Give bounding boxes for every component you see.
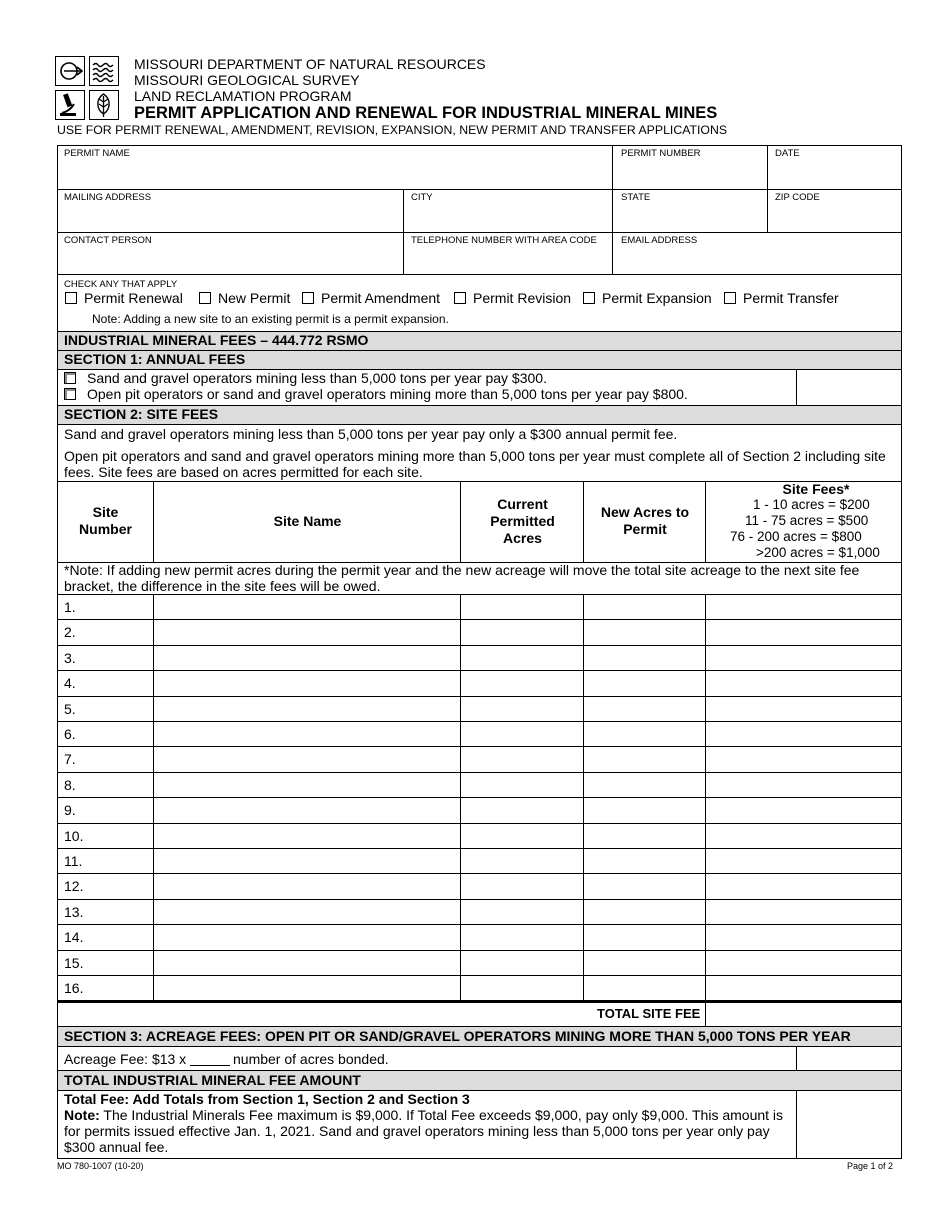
grid-hline [57, 848, 902, 849]
current-acres-input[interactable] [461, 977, 583, 998]
total-site-fee-label: TOTAL SITE FEE [597, 1006, 701, 1021]
new-acres-input[interactable] [584, 672, 705, 693]
acreage-fee-amount-field[interactable] [797, 1047, 901, 1070]
site-row-number: 10. [64, 827, 84, 844]
grid-hline [57, 145, 902, 146]
email-field[interactable] [613, 248, 901, 273]
grid-hline [57, 1158, 902, 1159]
date-label: DATE [775, 148, 800, 159]
site-name-input[interactable] [154, 825, 460, 846]
new-acres-input[interactable] [584, 774, 705, 795]
new-acres-header [585, 504, 705, 538]
grid-hline [57, 746, 902, 747]
form-subtitle: USE FOR PERMIT RENEWAL, AMENDMENT, REVISION, EXPANSION, NEW PERMIT AND TRANSFER APPLICATIONS [57, 123, 728, 137]
site-row-number: 12. [64, 878, 84, 895]
current-acres-input[interactable] [461, 698, 583, 719]
current-acres-header-line2: Permitted [490, 513, 555, 529]
form-title: PERMIT APPLICATION AND RENEWAL FOR INDUSTRIAL MINERAL MINES [134, 104, 718, 122]
microscope-icon [55, 90, 85, 120]
site-fee-input[interactable] [706, 875, 901, 896]
permit-number-label: PERMIT NUMBER [621, 148, 701, 159]
grid-vline [901, 145, 902, 1159]
state-field[interactable] [613, 205, 766, 232]
site-name-input[interactable] [154, 748, 460, 769]
site-row-number: 16. [64, 980, 84, 996]
acreage-fee-suffix: number of acres bonded. [233, 1051, 389, 1067]
grid-vline [57, 145, 58, 1159]
new-acres-input[interactable] [584, 926, 705, 947]
state-label: STATE [621, 192, 651, 203]
grid-hline [57, 619, 902, 620]
site-fee-input[interactable] [706, 621, 901, 642]
checkbox-permit-expansion[interactable] [583, 292, 595, 304]
site-fee-input[interactable] [706, 825, 901, 846]
new-acres-input[interactable] [584, 621, 705, 642]
option-label-permit-revision: Permit Revision [473, 290, 572, 306]
new-acres-input[interactable] [584, 977, 705, 998]
new-acres-input[interactable] [584, 799, 705, 820]
telephone-label: TELEPHONE NUMBER WITH AREA CODE [411, 235, 597, 246]
annual-fee-300-checkbox[interactable] [64, 372, 76, 384]
current-acres-input[interactable] [461, 748, 583, 769]
grid-hline [57, 797, 902, 798]
site-name-input[interactable] [154, 977, 460, 998]
fee-bracket-4: >200 acres = $1,000 [756, 545, 880, 560]
site-name-input[interactable] [154, 596, 460, 617]
new-acres-input[interactable] [584, 825, 705, 846]
site-row-number: 2. [64, 624, 76, 641]
site-number-header [58, 504, 153, 538]
site-name-input[interactable] [154, 723, 460, 744]
water-waves-icon [89, 56, 119, 86]
new-acres-input[interactable] [584, 647, 705, 668]
total-fee-amount-field[interactable] [797, 1091, 901, 1158]
grid-hline [57, 670, 902, 671]
grid-hline [57, 189, 902, 190]
option-label-new-permit: New Permit [218, 290, 291, 306]
grid-hline [57, 1046, 902, 1047]
survey-name: MISSOURI GEOLOGICAL SURVEY [134, 72, 360, 88]
site-row-number: 4. [64, 675, 76, 692]
new-acres-input[interactable] [584, 748, 705, 769]
site-name-input[interactable] [154, 774, 460, 795]
email-label: EMAIL ADDRESS [621, 235, 698, 246]
site-fee-input[interactable] [706, 596, 901, 617]
site-fee-input[interactable] [706, 748, 901, 769]
current-acres-input[interactable] [461, 825, 583, 846]
option-label-permit-renewal: Permit Renewal [84, 290, 183, 306]
city-field[interactable] [404, 205, 611, 232]
current-acres-input[interactable] [461, 926, 583, 947]
site-fee-input[interactable] [706, 647, 901, 668]
permit-name-label: PERMIT NAME [64, 148, 130, 159]
program-name: LAND RECLAMATION PROGRAM [134, 88, 352, 104]
current-acres-input[interactable] [461, 799, 583, 820]
site-fee-input[interactable] [706, 850, 901, 871]
total-fee-note-text: The Industrial Minerals Fee maximum is $9,000. If Total Fee exceeds $9,000, pay only $9,000. This amount is [103, 1107, 784, 1123]
date-field[interactable] [768, 162, 901, 188]
annual-fee-800-checkbox[interactable] [64, 388, 76, 400]
grid-hline [57, 975, 902, 976]
current-acres-input[interactable] [461, 621, 583, 642]
site-row-number: 1. [64, 599, 76, 615]
site-row-number: 8. [64, 776, 76, 793]
site-name-input[interactable] [154, 952, 460, 973]
grid-hline [57, 274, 902, 275]
check-apply-label: CHECK ANY THAT APPLY [64, 279, 178, 290]
new-acres-input[interactable] [584, 850, 705, 871]
contact-person-field[interactable] [58, 248, 402, 273]
site-fee-input[interactable] [706, 952, 901, 973]
site-number-header-line2: Number [79, 521, 132, 537]
total-fee-heading: TOTAL INDUSTRIAL MINERAL FEE AMOUNT [64, 1072, 361, 1088]
section2-text2b: fees. Site fees are based on acres permitted for each site. [64, 464, 423, 480]
total-fee-note-line3: for permits issued effective Jan. 1, 2021. Sand and gravel operators mining less than 5,000 tons per year only pay [64, 1123, 770, 1139]
current-acres-input[interactable] [461, 875, 583, 896]
fees-heading: INDUSTRIAL MINERAL FEES – 444.772 RSMO [64, 332, 369, 348]
current-acres-input[interactable] [461, 672, 583, 693]
site-fee-input[interactable] [706, 977, 901, 998]
site-fee-input[interactable] [706, 901, 901, 922]
checkbox-permit-transfer[interactable] [724, 292, 736, 304]
site-fee-note-a: *Note: If adding new permit acres during the permit year and the new acreage will move the total site acreage to the next site fee [64, 562, 860, 578]
checkbox-permit-revision[interactable] [454, 292, 466, 304]
current-acres-input[interactable] [461, 723, 583, 744]
site-fee-input[interactable] [706, 723, 901, 744]
new-acres-input[interactable] [584, 723, 705, 744]
agency-name: MISSOURI DEPARTMENT OF NATURAL RESOURCES [134, 56, 486, 72]
page-number: Page 1 of 2 [847, 1161, 894, 1171]
new-acres-input[interactable] [584, 698, 705, 719]
site-fee-note-b: bracket, the difference in the site fees will be owed. [64, 578, 381, 594]
site-fee-input[interactable] [706, 926, 901, 947]
checkbox-new-permit[interactable] [199, 292, 211, 304]
site-fee-input[interactable] [706, 698, 901, 719]
fee-bracket-3: 76 - 200 acres = $800 [730, 529, 862, 544]
new-acres-input[interactable] [584, 901, 705, 922]
checkbox-permit-amendment[interactable] [302, 292, 314, 304]
site-row-number: 9. [64, 802, 76, 819]
site-row-number: 15. [64, 954, 84, 971]
current-acres-input[interactable] [461, 647, 583, 668]
current-acres-header-line1: Current [497, 496, 548, 512]
grid-hline [57, 232, 902, 233]
option-label-permit-amendment: Permit Amendment [321, 290, 441, 306]
site-row-number: 13. [64, 903, 84, 920]
grid-hline [57, 424, 902, 425]
annual-fee-300-label: Sand and gravel operators mining less than 5,000 tons per year pay $300. [87, 370, 547, 386]
grid-hline [57, 721, 902, 722]
current-acres-input[interactable] [461, 850, 583, 871]
expansion-note: Note: Adding a new site to an existing permit is a permit expansion. [92, 312, 449, 326]
leaf-icon [89, 90, 119, 120]
site-number-header-line1: Site [92, 504, 119, 520]
mailing-address-field[interactable] [58, 205, 402, 232]
current-acres-input[interactable] [461, 901, 583, 922]
site-name-header: Site Name [273, 513, 342, 529]
total-site-fee-field[interactable] [706, 1003, 901, 1025]
site-name-input[interactable] [154, 901, 460, 922]
new-acres-header-line1: New Acres to [600, 504, 690, 520]
arrow-circle-icon [55, 56, 85, 86]
total-fee-note-label: Note: [64, 1107, 100, 1123]
site-fee-input[interactable] [706, 774, 901, 795]
site-fee-input[interactable] [706, 799, 901, 820]
current-acres-header [462, 496, 583, 547]
checkbox-permit-renewal[interactable] [65, 292, 77, 304]
acreage-fee-prefix: Acreage Fee: $13 x [64, 1051, 187, 1067]
site-name-input[interactable] [154, 621, 460, 642]
site-row-number: 14. [64, 929, 84, 946]
site-name-input[interactable] [154, 799, 460, 820]
form-number: MO 780-1007 (10-20) [57, 1161, 144, 1171]
site-row-number: 3. [64, 649, 76, 666]
annual-fee-amount-field[interactable] [797, 370, 901, 404]
total-fee-instruction: Total Fee: Add Totals from Section 1, Section 2 and Section 3 [64, 1091, 470, 1107]
new-acres-input[interactable] [584, 875, 705, 896]
new-acres-input[interactable] [584, 596, 705, 617]
section3-title: SECTION 3: ACREAGE FEES: OPEN PIT OR SAND/GRAVEL OPERATORS MINING MORE THAN 5,000 TONS PER YEAR [64, 1028, 851, 1044]
zip-field[interactable] [768, 205, 901, 232]
grid-hline [57, 1026, 902, 1027]
fee-bracket-1: 1 - 10 acres = $200 [753, 497, 870, 512]
new-acres-header-line2: Permit [623, 521, 667, 537]
grid-vline [705, 481, 706, 562]
permit-number-field[interactable] [613, 162, 766, 188]
fee-bracket-2: 11 - 75 acres = $500 [745, 513, 869, 528]
section1-title: SECTION 1: ANNUAL FEES [64, 351, 246, 367]
site-name-input[interactable] [154, 672, 460, 693]
contact-person-label: CONTACT PERSON [64, 235, 152, 246]
site-name-input[interactable] [154, 926, 460, 947]
option-label-permit-expansion: Permit Expansion [602, 290, 712, 306]
zip-label: ZIP CODE [775, 192, 820, 203]
option-label-permit-transfer: Permit Transfer [743, 290, 839, 306]
site-row-number: 6. [64, 726, 76, 742]
permit-name-field[interactable] [58, 162, 611, 188]
site-fees-header: Site Fees* [782, 481, 850, 497]
section2-text2a: Open pit operators and sand and gravel operators mining more than 5,000 tons per year must complete all of Section 2 including site [64, 448, 886, 464]
site-fee-input[interactable] [706, 672, 901, 693]
grid-vline [153, 481, 154, 562]
site-name-input[interactable] [154, 698, 460, 719]
site-name-input[interactable] [154, 850, 460, 871]
site-row-number: 7. [64, 751, 76, 768]
mailing-address-label: MAILING ADDRESS [64, 192, 152, 203]
current-acres-input[interactable] [461, 952, 583, 973]
grid-hline [57, 873, 902, 874]
site-name-input[interactable] [154, 647, 460, 668]
city-label: CITY [411, 192, 433, 203]
grid-hline [57, 1070, 902, 1071]
current-acres-input[interactable] [461, 774, 583, 795]
acres-bonded-input[interactable] [190, 1051, 230, 1066]
site-row-number: 5. [64, 700, 76, 717]
current-acres-header-line3: Acres [503, 530, 542, 546]
grid-hline [57, 594, 902, 595]
new-acres-input[interactable] [584, 952, 705, 973]
site-name-input[interactable] [154, 875, 460, 896]
section2-text1: Sand and gravel operators mining less than 5,000 tons per year pay only a $300 annual permit fee. [64, 426, 678, 442]
section2-title: SECTION 2: SITE FEES [64, 406, 219, 422]
current-acres-input[interactable] [461, 596, 583, 617]
annual-fee-800-label: Open pit operators or sand and gravel operators mining more than 5,000 tons per year pay $800. [87, 386, 688, 402]
total-fee-note-line2 [64, 1107, 783, 1123]
total-fee-note-line4: $300 annual fee. [64, 1139, 169, 1155]
grid-hline [57, 924, 902, 925]
grid-vline [583, 481, 584, 562]
site-row-number: 11. [64, 853, 83, 869]
grid-vline [460, 481, 461, 562]
telephone-field[interactable] [404, 248, 611, 273]
